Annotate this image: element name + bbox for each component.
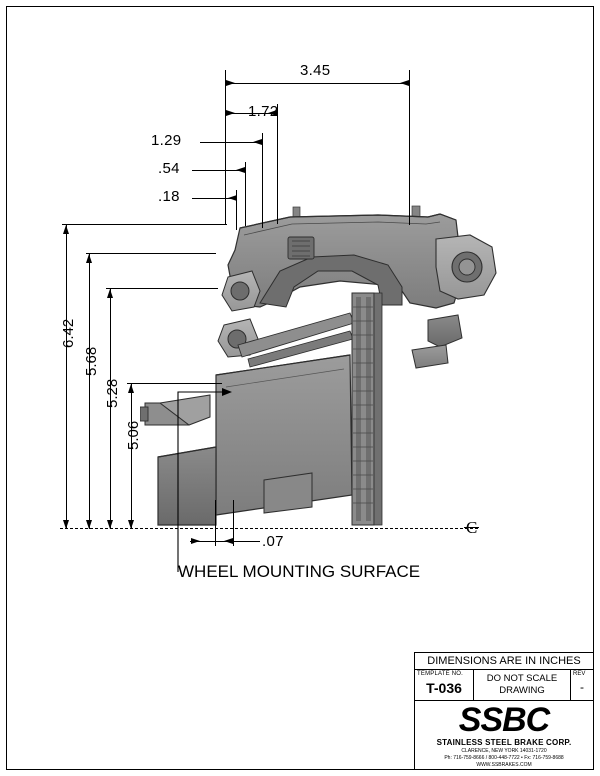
dim-arrow-5-06-top <box>128 384 134 393</box>
centerline <box>60 528 478 529</box>
dim-arrow-3-45-left <box>226 80 235 86</box>
wheel-mounting-surface-leader <box>160 380 250 575</box>
address-line-1: CLARENCE, NEW YORK 14031-1720 <box>461 748 547 754</box>
dim-line-5-28 <box>110 288 111 529</box>
title-block <box>414 652 594 770</box>
ext-line-1-72 <box>277 104 278 224</box>
title-block-info-row <box>415 670 593 701</box>
dim-arrow-5-28-top <box>107 289 113 298</box>
dim-value-1-72: 1.72 <box>248 103 279 120</box>
company-address <box>444 748 563 769</box>
dim-arrow-5-28-bottom <box>107 520 113 529</box>
wheel-mounting-surface-label: WHEEL MOUNTING SURFACE <box>178 562 421 581</box>
dim-arrow-1-29-right <box>253 139 262 145</box>
ext-line-1-29 <box>262 133 263 228</box>
dim-arrow-6-42-bottom <box>63 520 69 529</box>
scale-note-line1: DO NOT SCALE <box>486 673 558 684</box>
ext-line-6-42-top <box>62 224 227 225</box>
dim-arrow-3-45-right <box>400 80 409 86</box>
company-name: STAINLESS STEEL BRAKE CORP. <box>436 738 572 747</box>
dim-value-6-42: 6.42 <box>60 318 77 348</box>
rev-value: - <box>580 679 584 694</box>
ext-line-5-68-top <box>86 253 216 254</box>
units-note: DIMENSIONS ARE IN INCHES <box>415 653 593 670</box>
template-label: TEMPLATE NO. <box>417 671 463 677</box>
dim-arrow-1-72-left <box>226 110 235 116</box>
ext-line-left-origin <box>225 70 226 225</box>
dim-line-5-06 <box>131 383 132 529</box>
ext-line-0-54 <box>245 162 246 226</box>
dim-value-3-45: 3.45 <box>300 62 331 79</box>
address-line-2: Ph: 716-759-8666 / 800-448-7722 • Fx: 716-759-8688 <box>444 755 564 761</box>
ext-line-5-28-top <box>106 288 218 289</box>
dim-value-0-54: .54 <box>158 160 180 177</box>
rev-cell <box>571 670 593 700</box>
dim-line-6-42 <box>66 224 67 529</box>
scale-note-cell <box>474 670 571 700</box>
dim-line-5-68 <box>89 253 90 529</box>
ssbc-logo: SSBC <box>458 701 550 739</box>
dim-value-0-18: .18 <box>158 188 180 205</box>
dim-value-5-68: 5.68 <box>83 346 100 376</box>
dim-arrow-0-18-right <box>228 195 237 201</box>
dim-arrow-5-06-bottom <box>128 520 134 529</box>
dim-arrow-0-54-right <box>236 167 245 173</box>
dim-value-5-06: 5.06 <box>125 420 142 450</box>
template-number: T-036 <box>426 679 462 696</box>
rev-label: REV <box>573 671 586 677</box>
company-logo-block <box>415 701 593 771</box>
dim-arrow-5-68-top <box>86 254 92 263</box>
scale-note-line2: DRAWING <box>499 685 545 696</box>
dim-value-0-07: .07 <box>262 533 284 550</box>
dim-arrow-5-68-bottom <box>86 520 92 529</box>
template-cell <box>415 670 474 700</box>
centerline-symbol <box>466 518 477 538</box>
address-line-3: WWW.SSBRAKES.COM <box>476 762 532 768</box>
ext-line-3-45-right <box>409 70 410 225</box>
dim-arrow-6-42-top <box>63 225 69 234</box>
dim-value-1-29: 1.29 <box>151 132 182 149</box>
dim-value-5-28: 5.28 <box>104 378 121 408</box>
dim-line-3-45 <box>225 83 410 84</box>
